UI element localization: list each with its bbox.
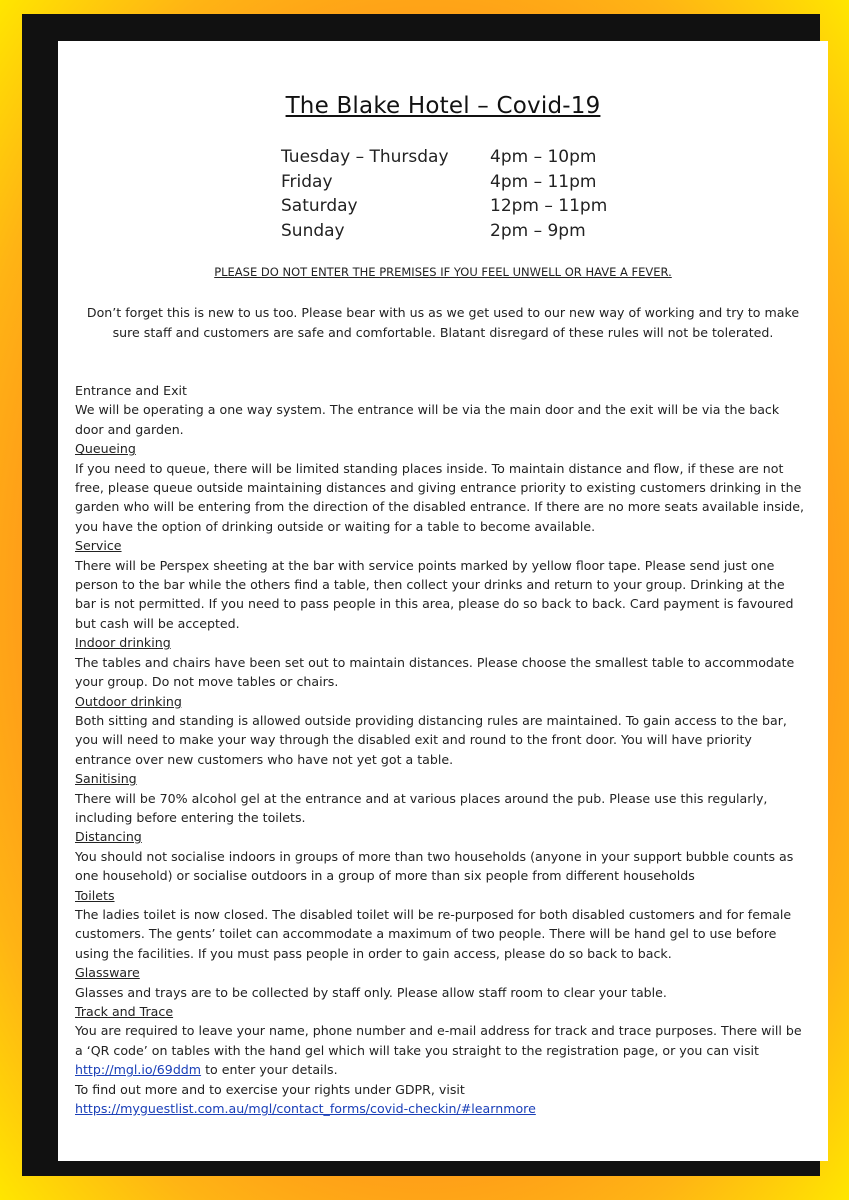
section-heading-glassware: Glassware (75, 965, 140, 981)
notice-sheet (58, 41, 828, 1161)
section-heading-queueing: Queueing (75, 441, 136, 457)
section-text-track (75, 1021, 806, 1079)
hours-day: Friday (281, 171, 333, 192)
section-text-outdoor: Both sitting and standing is allowed outside providing distancing rules are maintained. To gain access to the bar, you will need to make your way through the disabled exit and round to the front door. You will have priority entrance over new customers who have not yet got a table. (75, 712, 787, 767)
hours-row (281, 145, 607, 170)
hours-time: 4pm – 11pm (490, 171, 597, 192)
intro-line: sure staff and customers are safe and comfortable. Blatant disregard of these rules will not be tolerated. (112, 324, 774, 340)
section-heading-sanitising: Sanitising (75, 771, 137, 787)
hours-time: 4pm – 10pm (490, 147, 597, 167)
track-text-after: to enter your details. (201, 1062, 338, 1078)
hours-time: 12pm – 11pm (490, 196, 608, 216)
hours-day: Sunday (281, 220, 345, 241)
section-heading-indoor: Indoor drinking (75, 635, 171, 651)
hours-row (281, 170, 607, 195)
hours-day: Saturday (281, 196, 358, 216)
intro-paragraph (70, 303, 816, 342)
register-link[interactable]: http://mgl.io/69ddm (75, 1062, 202, 1078)
hours-time: 2pm – 9pm (490, 220, 586, 241)
section-heading-track: Track and Trace (75, 1004, 174, 1019)
track-text: You are required to leave your name, phone number and e-mail address for track and trace purposes. There will be a ‘QR code’ on tables with the hand gel which will take you straight to the registration page, or you can visit (75, 1023, 802, 1058)
intro-line: Don’t forget this is new to us too. Please bear with us as we get used to our new way of working and try to make (86, 305, 800, 320)
section-text-toilets: The ladies toilet is now closed. The disabled toilet will be re-purposed for both disabled customers and for female customers. The gents’ toilet can accommodate a maximum of two people. There will be hand gel to use before using the facilities. If you must pass people in order to gain access, please do so back to back. (75, 906, 792, 961)
page-title: The Blake Hotel – Covid-19 (285, 93, 601, 119)
section-text-glassware: Glasses and trays are to be collected by staff only. Please allow staff room to clear your table. (75, 984, 667, 1000)
hours-row (281, 219, 607, 244)
section-heading-toilets: Toilets (75, 887, 115, 903)
section-text-service: There will be Perspex sheeting at the bar with service points marked by yellow floor tape. Please send just one person to the bar while the others find a table, then collect your drinks and return to your group. Drinking at the bar is not permitted. If you need to pass people in this area, please do so back to back. Card payment is favoured but cash will be accepted. (75, 557, 794, 631)
section-heading-outdoor: Outdoor drinking (75, 693, 182, 709)
unwell-warning: PLEASE DO NOT ENTER THE PREMISES IF YOU FEEL UNWELL OR HAVE A FEVER. (214, 265, 672, 279)
section-text-queueing: If you need to queue, there will be limited standing places inside. To maintain distance and flow, if these are not free, please queue outside maintaining distances and giving entrance priority to existing customers drinking in the garden who will be entering from the direction of the disabled entrance. If there are no more seats available inside, you have the option of drinking outside or waiting for a table to become available. (75, 460, 805, 534)
section-heading-service: Service (75, 538, 122, 554)
rules-body (75, 381, 806, 1118)
gdpr-link[interactable]: https://myguestlist.com.au/mgl/contact_forms/covid-checkin/#learnmore (75, 1101, 536, 1117)
hours-row (281, 194, 607, 219)
opening-hours (281, 145, 607, 243)
poster-frame (22, 14, 820, 1176)
section-text-entrance: We will be operating a one way system. The entrance will be via the main door and the exit will be via the back door and garden. (75, 402, 780, 437)
gdpr-text: To find out more and to exercise your rights under GDPR, visit (75, 1081, 465, 1097)
section-text-sanitising: There will be 70% alcohol gel at the entrance and at various places around the pub. Please use this regularly, including before entering the toilets. (75, 790, 768, 825)
section-text-indoor: The tables and chairs have been set out to maintain distances. Please choose the smallest table to accommodate your group. Do not move tables or chairs. (75, 654, 795, 690)
section-heading-entrance: Entrance and Exit (75, 383, 187, 398)
section-text-distancing: You should not socialise indoors in groups of more than two households (anyone in your support bubble counts as one household) or socialise outdoors in a group of more than six people from different households (75, 848, 794, 884)
section-heading-distancing: Distancing (75, 829, 142, 845)
hours-day: Tuesday – Thursday (281, 147, 449, 167)
